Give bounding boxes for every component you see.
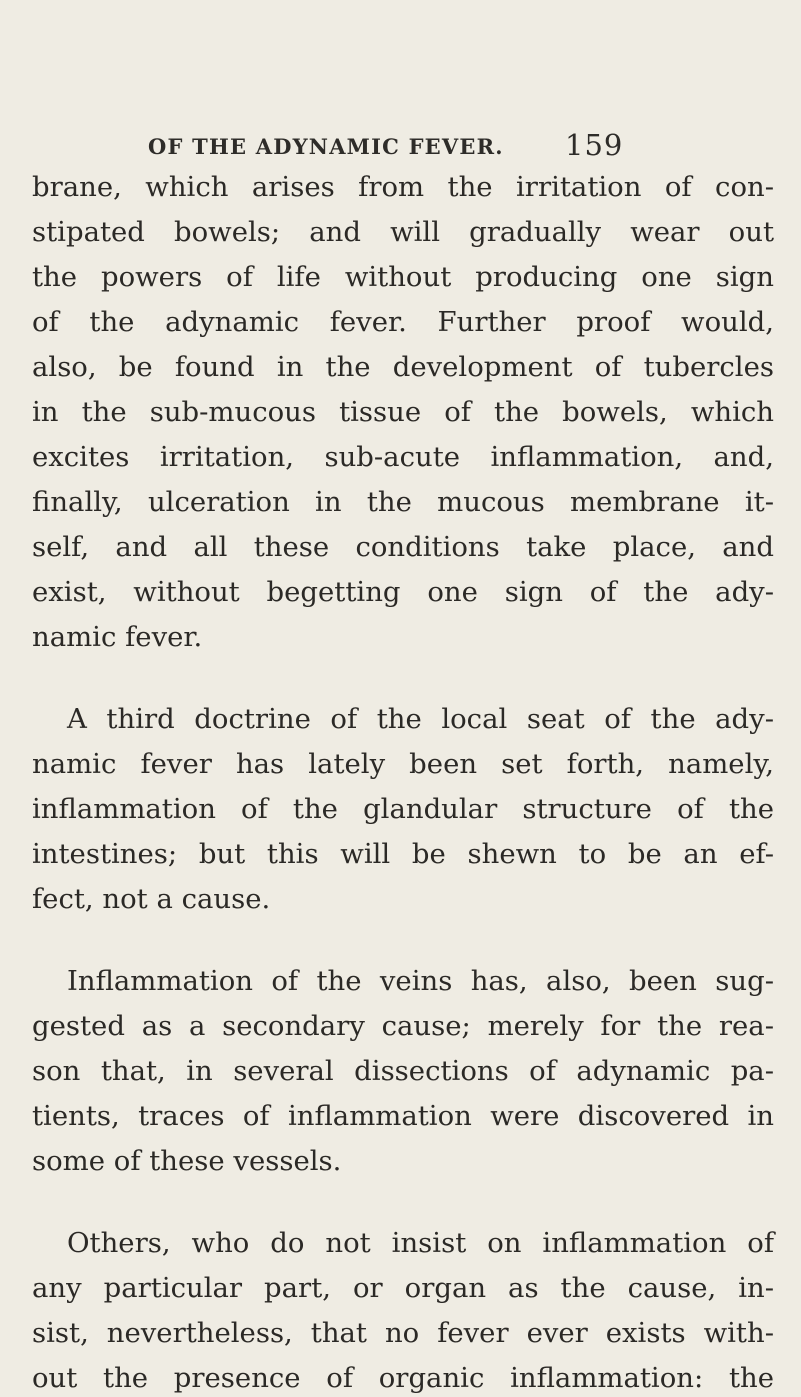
- text-line: some of these vessels.: [32, 1145, 342, 1177]
- page-number: 159: [565, 128, 624, 162]
- text-line: sist, nevertheless, that no fever ever exists with-: [32, 1317, 774, 1349]
- text-line: in the sub-mucous tissue of the bowels, which: [32, 396, 774, 428]
- text-line: excites irritation, sub-acute inflammation, and,: [32, 441, 774, 473]
- text-line: self, and all these conditions take place, and: [32, 531, 774, 563]
- text-line: intestines; but this will be shewn to be an ef-: [32, 838, 774, 870]
- text-line: A third doctrine of the local seat of the ady-: [67, 703, 774, 735]
- text-line: of the adynamic fever. Further proof would,: [32, 306, 774, 338]
- text-line: tients, traces of inflammation were discovered in: [32, 1100, 774, 1132]
- text-line: inflammation of the glandular structure of the: [32, 793, 774, 825]
- text-line: brane, which arises from the irritation of con-: [32, 171, 774, 203]
- text-line: fect, not a cause.: [32, 883, 271, 915]
- text-line: any particular part, or organ as the cause, in-: [32, 1272, 774, 1304]
- text-line: stipated bowels; and will gradually wear out: [32, 216, 774, 248]
- text-line: Others, who do not insist on inflammation of: [67, 1227, 774, 1259]
- text-line: Inflammation of the veins has, also, been sug-: [67, 965, 774, 997]
- text-line: out the presence of organic inflammation: the: [32, 1362, 774, 1394]
- text-line: gested as a secondary cause; merely for the rea-: [32, 1010, 774, 1042]
- text-line: namic fever has lately been set forth, namely,: [32, 748, 774, 780]
- text-line: namic fever.: [32, 621, 203, 653]
- text-line: finally, ulceration in the mucous membrane it-: [32, 486, 774, 518]
- text-line: exist, without begetting one sign of the ady-: [32, 576, 774, 608]
- text-line: also, be found in the development of tubercles: [32, 351, 774, 383]
- running-title: OF THE ADYNAMIC FEVER.: [148, 134, 504, 159]
- text-line: son that, in several dissections of adynamic pa-: [32, 1055, 774, 1087]
- text-line: the powers of life without producing one sign: [32, 261, 774, 293]
